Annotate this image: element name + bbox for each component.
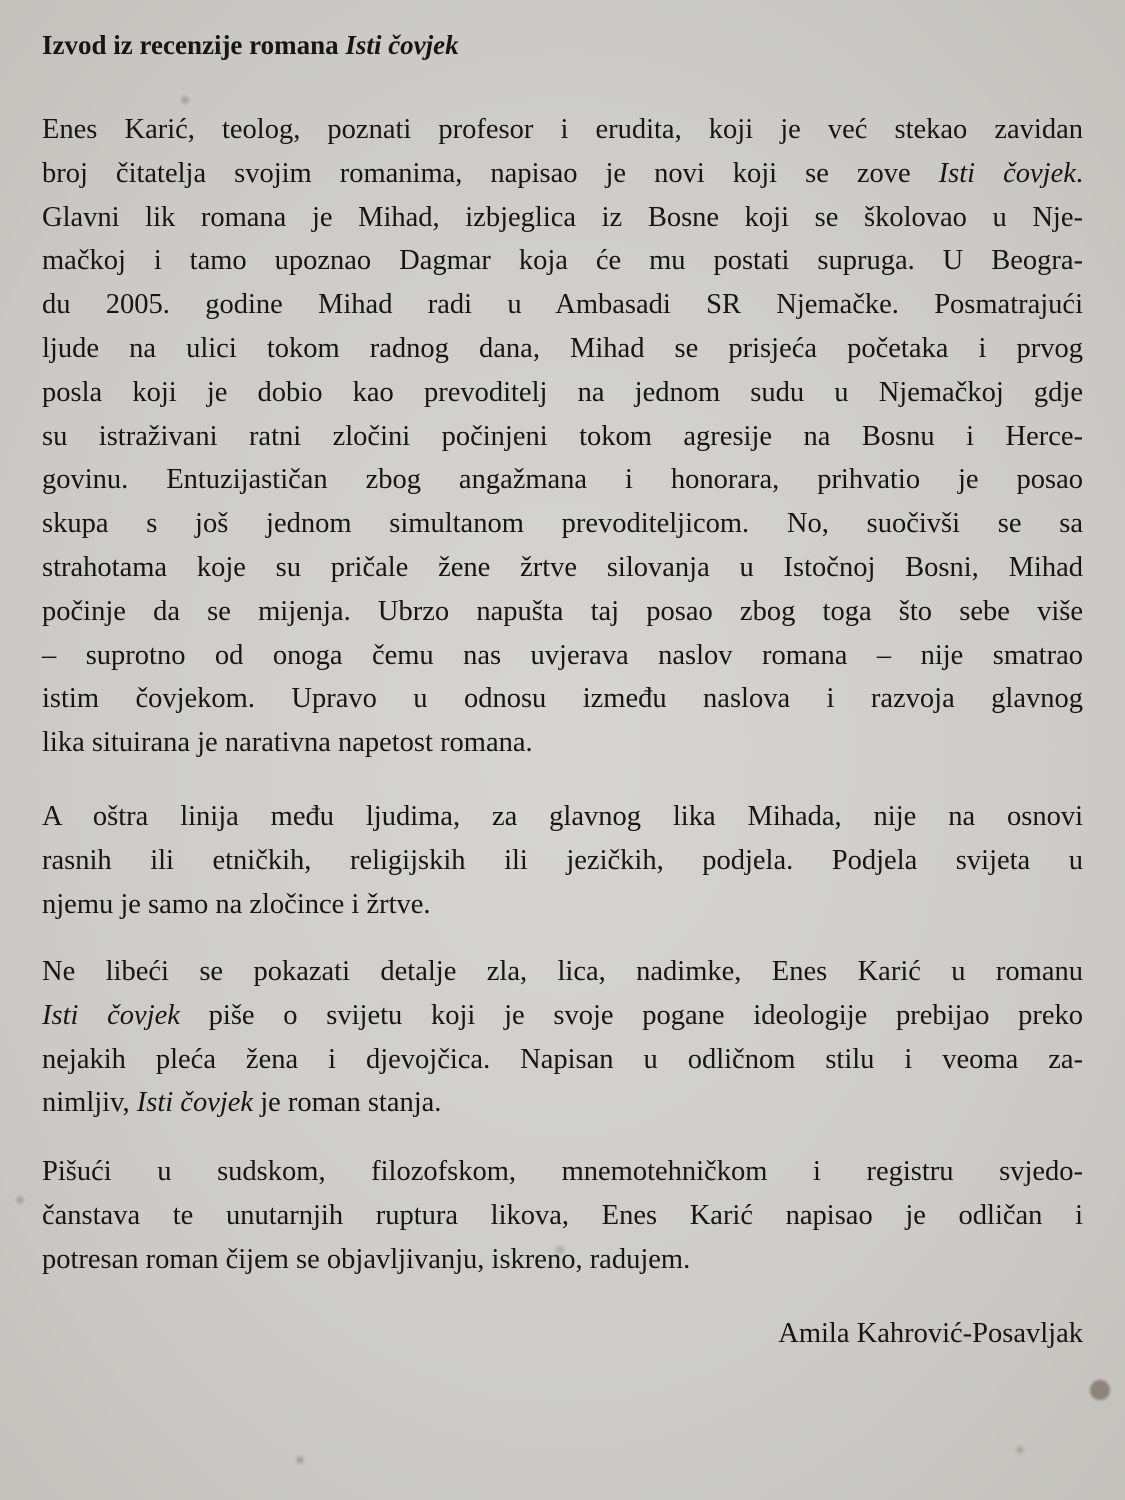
paragraph-2 bbox=[42, 795, 1083, 926]
text-segment: njemu je samo na zločince i žrtve. bbox=[42, 888, 431, 920]
text-line bbox=[42, 152, 1083, 196]
text-segment: mačkoj i tamo upoznao Dagmar koja će mu postati supruga. U Beogra- bbox=[42, 245, 1083, 277]
text-segment: broj čitatelja svojim romanima, napisao je novi koji se zove bbox=[42, 157, 939, 189]
text-segment: su istraživani ratni zločini počinjeni tokom agresije na Bosnu i Herce- bbox=[42, 420, 1083, 452]
text-line bbox=[42, 590, 1083, 634]
book-title-italic: Isti čovjek bbox=[42, 999, 180, 1031]
text-line bbox=[42, 283, 1083, 327]
paragraph-3 bbox=[42, 950, 1083, 1125]
text-line bbox=[42, 458, 1083, 502]
text-segment: ljude na ulici tokom radnog dana, Mihad se prisjeća početaka i prvog bbox=[42, 332, 1083, 364]
text-segment: čanstava te unutarnjih ruptura likova, Enes Karić napisao je odličan i bbox=[42, 1199, 1083, 1231]
text-line bbox=[42, 1038, 1083, 1082]
paragraph-1 bbox=[42, 108, 1083, 765]
text-line bbox=[42, 108, 1083, 152]
text-segment: skupa s još jednom simultanom prevoditeljicom. No, suočivši se sa bbox=[42, 508, 1083, 540]
text-segment: potresan roman čijem se objavljivanju, iskreno, radujem. bbox=[42, 1243, 691, 1275]
text-segment: nimljiv, bbox=[42, 1087, 137, 1119]
text-line bbox=[42, 1194, 1083, 1238]
text-line bbox=[42, 677, 1083, 721]
text-segment: rasnih ili etničkih, religijskih ili jezičkih, podjela. Podjela svijeta u bbox=[42, 844, 1083, 876]
title-text: Izvod iz recenzije romana bbox=[42, 30, 346, 60]
text-segment: du 2005. godine Mihad radi u Ambasadi SR Njemačke. Posmatrajući bbox=[42, 289, 1083, 321]
text-line bbox=[42, 239, 1083, 283]
text-line bbox=[42, 196, 1083, 240]
text-segment: lika situirana je narativna napetost romana. bbox=[42, 727, 533, 759]
text-segment: Ne libeći se pokazati detalje zla, lica, nadimke, Enes Karić u romanu bbox=[42, 956, 1083, 987]
document-title bbox=[42, 30, 459, 61]
text-line bbox=[42, 327, 1083, 371]
text-line bbox=[42, 795, 1083, 839]
text-line bbox=[42, 546, 1083, 590]
text-segment: govinu. Entuzijastičan zbog angažmana i honorara, prihvatio je posao bbox=[42, 464, 1083, 496]
text-line bbox=[42, 415, 1083, 459]
text-segment: Glavni lik romana je Mihad, izbjeglica iz Bosne koji se školovao u Nje- bbox=[42, 201, 1083, 233]
text-line bbox=[42, 502, 1083, 546]
text-segment: A oštra linija među ljudima, za glavnog lika Mihada, nije na osnovi bbox=[42, 801, 1083, 832]
text-line bbox=[42, 883, 1083, 927]
book-title-italic: Isti čovjek bbox=[136, 1087, 254, 1119]
text-segment: nejakih pleća žena i djevojčica. Napisan u odličnom stilu i veoma za- bbox=[42, 1043, 1083, 1075]
book-title-italic: Isti čovjek bbox=[938, 157, 1076, 189]
text-segment: Pišući u sudskom, filozofskom, mnemotehničkom i registru svjedo- bbox=[42, 1156, 1083, 1187]
text-segment: Enes Karić, teolog, poznati profesor i erudita, koji je već stekao zavidan bbox=[42, 114, 1083, 145]
text-segment: – suprotno od onoga čemu nas uvjerava naslov romana – nije smatrao bbox=[42, 639, 1083, 671]
text-segment: počinje da se mijenja. Ubrzo napušta taj posao zbog toga što sebe više bbox=[42, 595, 1083, 627]
text-line bbox=[42, 950, 1083, 994]
text-line bbox=[42, 1238, 1083, 1282]
text-line bbox=[42, 1150, 1083, 1194]
text-line bbox=[42, 371, 1083, 415]
text-segment: strahotama koje su pričale žene žrtve silovanja u Istočnoj Bosni, Mihad bbox=[42, 551, 1083, 583]
title-book-name: Isti čovjek bbox=[345, 30, 459, 60]
text-line bbox=[42, 1081, 1083, 1125]
text-line bbox=[42, 994, 1083, 1038]
text-segment: posla koji je dobio kao prevoditelj na jednom sudu u Njemačkoj gdje bbox=[42, 376, 1083, 408]
paragraph-4 bbox=[42, 1150, 1083, 1281]
text-segment: istim čovjekom. Upravo u odnosu između naslova i razvoja glavnog bbox=[42, 683, 1083, 715]
text-line bbox=[42, 839, 1083, 883]
text-segment: je roman stanja. bbox=[253, 1087, 442, 1119]
text-segment: piše o svijetu koji je svoje pogane ideologije prebijao preko bbox=[179, 999, 1083, 1031]
text-line bbox=[42, 721, 1083, 765]
text-segment: . bbox=[1075, 157, 1083, 189]
signature: Amila Kahrović-Posavljak bbox=[778, 1318, 1083, 1349]
text-line bbox=[42, 634, 1083, 678]
